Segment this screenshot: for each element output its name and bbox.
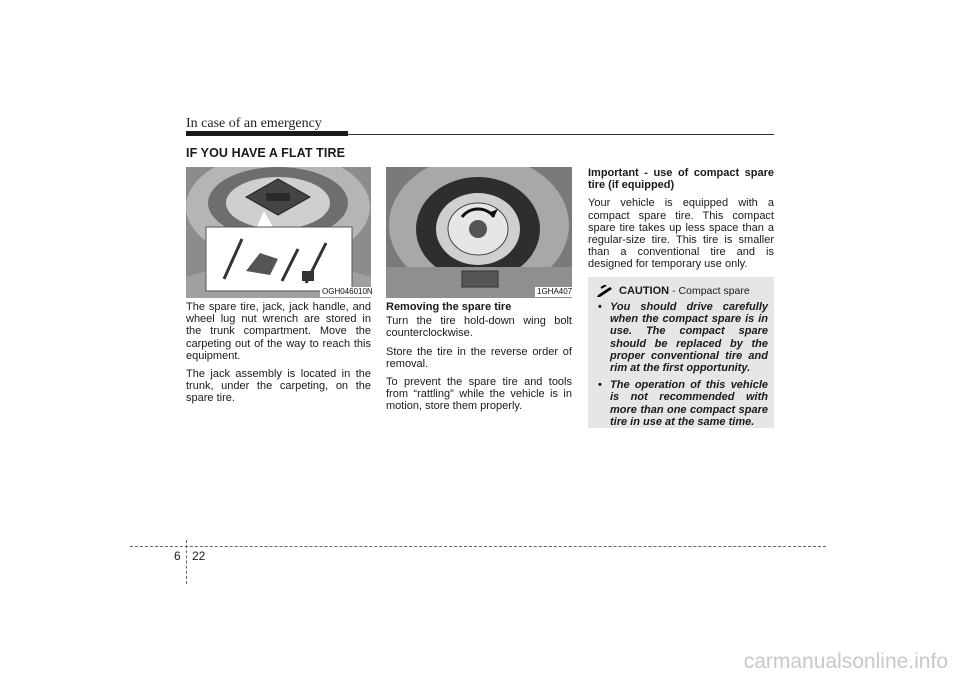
figure-jack-tools <box>186 167 371 298</box>
section-heading: IF YOU HAVE A FLAT TIRE <box>186 146 346 160</box>
caution-pencil-icon <box>597 285 615 297</box>
page-chapter-number: 6 <box>174 549 181 563</box>
subheading: Removing the spare tire <box>386 301 512 313</box>
watermark: carmanualsonline.info <box>743 650 948 673</box>
caution-item-text: You should drive carefully when the compact spare is in use. The compact spare should be replaced by the proper conventional tire and rim at the first opportunity. <box>610 301 768 375</box>
header-bar <box>186 131 348 136</box>
jack-tools-illustration <box>186 167 371 298</box>
caution-item: • You should drive carefully when the compact spare is in use. The compact spare should be replaced by the proper conventional tire and rim at the first opportunity. <box>598 301 768 375</box>
column-3-text <box>588 167 774 277</box>
chapter-title: In case of an emergency <box>186 116 322 131</box>
paragraph: Store the tire in the reverse order of removal. <box>386 345 572 370</box>
paragraph: Turn the tire hold-down wing bolt counterclockwise. <box>386 315 572 340</box>
footer-divider <box>186 540 187 584</box>
figure-code: OGH046010N <box>322 287 373 296</box>
column-2-text <box>386 301 572 419</box>
header-rule <box>348 134 774 135</box>
paragraph: The jack assembly is located in the trunk, under the carpeting, on the spare tire. <box>186 368 371 405</box>
spare-tire-illustration <box>386 167 572 298</box>
paragraph: To prevent the spare tire and tools from “rattling” while the vehicle is in motion, store them properly. <box>386 376 572 413</box>
caution-list <box>598 301 768 433</box>
paragraph: Your vehicle is equipped with a compact spare tire. This compact spare tire takes up less space than a regular-size tire. This tire is smaller than a conventional tire and is designed for temporary use only. <box>588 197 774 271</box>
figure-code: 1GHA407 <box>537 287 573 296</box>
subheading: Important - use of compact spare tire (if equipped) <box>588 167 774 192</box>
caution-box <box>588 277 774 428</box>
figure-spare-tire <box>386 167 572 298</box>
caution-label: CAUTION <box>619 285 670 297</box>
caution-item: • The operation of this vehicle is not recommended with more than one compact spare tire in use at the same time. <box>598 379 768 428</box>
paragraph: The spare tire, jack, jack handle, and wheel lug nut wrench are stored in the trunk compartment. Move the carpeting out of the way to reach this equipment. <box>186 301 371 362</box>
caution-subtitle: - Compact spare <box>672 285 750 297</box>
caution-title <box>597 285 750 297</box>
caution-item-text: The operation of this vehicle is not recommended with more than one compact spare tire in use at the same time. <box>610 379 768 428</box>
footer-rule <box>130 546 826 547</box>
column-1-text <box>186 301 371 411</box>
page-number: 22 <box>192 549 206 563</box>
